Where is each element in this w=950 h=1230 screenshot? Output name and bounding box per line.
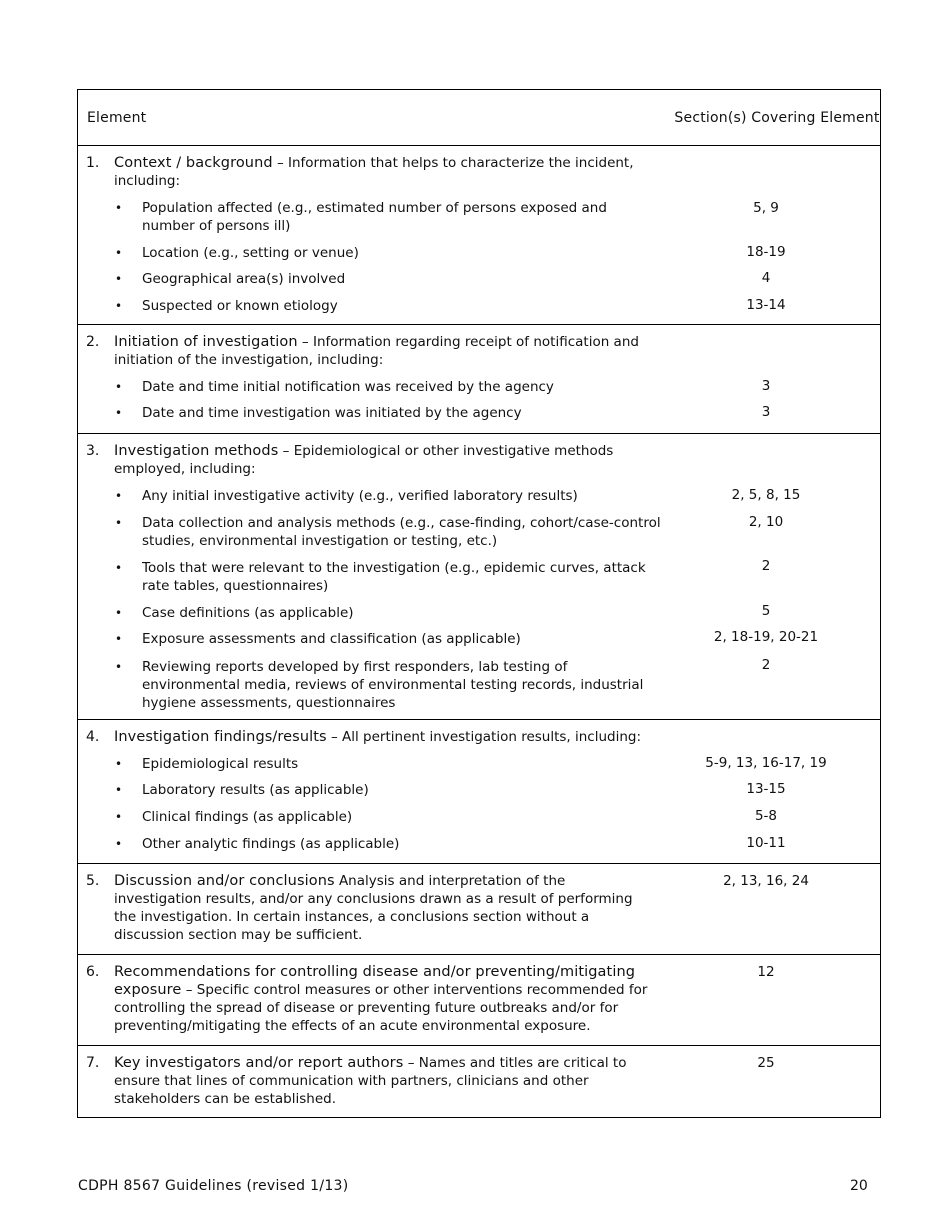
bullet-text: Laboratory results (as applicable) bbox=[142, 782, 369, 798]
bullet-icon: • bbox=[115, 516, 123, 530]
element-heading bbox=[114, 442, 654, 478]
section-ref: 2, 18-19, 20-21 bbox=[713, 629, 819, 645]
bullet-icon: • bbox=[115, 380, 123, 394]
bullet-text: Location (e.g., setting or venue) bbox=[142, 245, 359, 261]
element-heading bbox=[114, 728, 654, 746]
section-ref: 5-9, 13, 16-17, 19 bbox=[705, 755, 827, 771]
element-heading bbox=[114, 154, 654, 190]
bullet-text: Epidemiological results bbox=[142, 756, 299, 772]
section-ref: 2, 10 bbox=[748, 514, 784, 530]
element-title: Context / background bbox=[114, 155, 273, 171]
bullet-text: Date and time investigation was initiated by the agency bbox=[142, 405, 522, 421]
element-heading bbox=[114, 333, 654, 369]
section-ref: 5, 9 bbox=[753, 200, 779, 216]
bullet-text: Date and time initial notification was received by the agency bbox=[142, 379, 554, 395]
section-ref: 2 bbox=[761, 657, 771, 673]
section-ref: 5-8 bbox=[754, 808, 778, 824]
bullet-icon: • bbox=[115, 561, 123, 575]
element-row bbox=[78, 955, 880, 1046]
bullet-icon: • bbox=[115, 201, 123, 215]
bullet-text: Tools that were relevant to the investigation (e.g., epidemic curves, attack rate tables, questionnaires) bbox=[142, 560, 646, 594]
element-description: – Information that helps to characterize the incident, including: bbox=[114, 155, 634, 189]
section-ref: 2, 5, 8, 15 bbox=[731, 487, 801, 503]
footer-document-title: CDPH 8567 Guidelines (revised 1/13) bbox=[78, 1178, 349, 1194]
bullet-text: Other analytic findings (as applicable) bbox=[142, 836, 400, 852]
bullet-text: Case definitions (as applicable) bbox=[142, 605, 354, 621]
element-description: – Names and titles are critical to ensure that lines of communication with partners, clinicians and other stakeholders can be established. bbox=[114, 1055, 627, 1107]
element-number: 5. bbox=[86, 873, 100, 889]
section-ref: 3 bbox=[761, 404, 771, 420]
bullet-text: Suspected or known etiology bbox=[142, 298, 338, 314]
element-row bbox=[78, 720, 880, 864]
section-ref: 2 bbox=[761, 558, 771, 574]
element-number: 7. bbox=[86, 1055, 100, 1071]
element-title: Initiation of investigation bbox=[114, 334, 298, 350]
element-description: – Information regarding receipt of notification and initiation of the investigation, including: bbox=[114, 334, 639, 368]
header-element: Element bbox=[87, 109, 147, 126]
element-row bbox=[78, 864, 880, 955]
bullet-icon: • bbox=[115, 660, 123, 674]
bullet-text: Reviewing reports developed by first responders, lab testing of environmental media, reviews of environmental testing records, industrial hygiene assessments, questionnaires bbox=[142, 659, 644, 711]
bullet-icon: • bbox=[115, 406, 123, 420]
element-description: – All pertinent investigation results, including: bbox=[326, 729, 642, 745]
page-number: 20 bbox=[850, 1178, 868, 1194]
section-ref: 4 bbox=[761, 270, 771, 286]
element-row bbox=[78, 325, 880, 434]
bullet-icon: • bbox=[115, 837, 123, 851]
bullet-icon: • bbox=[115, 632, 123, 646]
bullet-text: Clinical findings (as applicable) bbox=[142, 809, 353, 825]
element-number: 6. bbox=[86, 964, 100, 980]
element-number: 3. bbox=[86, 443, 100, 459]
element-title: Discussion and/or conclusions bbox=[114, 873, 335, 889]
section-ref: 18-19 bbox=[746, 244, 786, 260]
bullet-text: Data collection and analysis methods (e.g., case-finding, cohort/case-control studies, environmental investigation or testing, etc.) bbox=[142, 515, 661, 549]
bullet-icon: • bbox=[115, 489, 123, 503]
element-number: 4. bbox=[86, 729, 100, 745]
element-description: Analysis and interpretation of the investigation results, and/or any conclusions drawn as a result of performing the investigation. In certain instances, a conclusions section without a discussion section may be sufficient. bbox=[114, 873, 633, 943]
bullet-icon: • bbox=[115, 810, 123, 824]
element-row bbox=[78, 1046, 880, 1117]
element-heading bbox=[114, 1054, 654, 1108]
bullet-text: Exposure assessments and classification (as applicable) bbox=[142, 631, 521, 647]
table-header bbox=[78, 90, 880, 146]
element-description: – Epidemiological or other investigative methods employed, including: bbox=[114, 443, 614, 477]
bullet-icon: • bbox=[115, 299, 123, 313]
element-title: Investigation findings/results bbox=[114, 729, 327, 745]
section-ref: 13-15 bbox=[746, 781, 786, 797]
section-ref: 2, 13, 16, 24 bbox=[723, 873, 809, 889]
bullet-icon: • bbox=[115, 606, 123, 620]
section-ref: 13-14 bbox=[746, 297, 786, 313]
bullet-icon: • bbox=[115, 246, 123, 260]
element-row bbox=[78, 146, 880, 325]
section-ref: 3 bbox=[761, 378, 771, 394]
section-ref: 12 bbox=[757, 964, 775, 980]
element-title: Recommendations for controlling disease and/or preventing/mitigating exposure bbox=[114, 964, 636, 998]
element-title: Key investigators and/or report authors bbox=[114, 1055, 404, 1071]
element-number: 1. bbox=[86, 155, 100, 171]
section-ref: 10-11 bbox=[746, 835, 786, 851]
element-description: – Specific control measures or other interventions recommended for controlling the spread of disease or preventing future outbreaks and/or for preventing/mitigating the effects of an acute environmental exposure. bbox=[114, 982, 648, 1034]
bullet-text: Geographical area(s) involved bbox=[142, 271, 346, 287]
element-heading bbox=[114, 872, 644, 944]
element-number: 2. bbox=[86, 334, 100, 350]
bullet-icon: • bbox=[115, 757, 123, 771]
header-sections: Section(s) Covering Element bbox=[674, 109, 880, 126]
section-ref: 25 bbox=[757, 1055, 775, 1071]
bullet-icon: • bbox=[115, 272, 123, 286]
elements-table bbox=[77, 89, 881, 1118]
element-heading bbox=[114, 963, 654, 1035]
section-ref: 5 bbox=[761, 603, 771, 619]
bullet-text: Any initial investigative activity (e.g., verified laboratory results) bbox=[142, 488, 578, 504]
bullet-text: Population affected (e.g., estimated number of persons exposed and number of persons ill) bbox=[142, 200, 607, 234]
bullet-icon: • bbox=[115, 783, 123, 797]
element-title: Investigation methods bbox=[114, 443, 279, 459]
element-row bbox=[78, 434, 880, 720]
